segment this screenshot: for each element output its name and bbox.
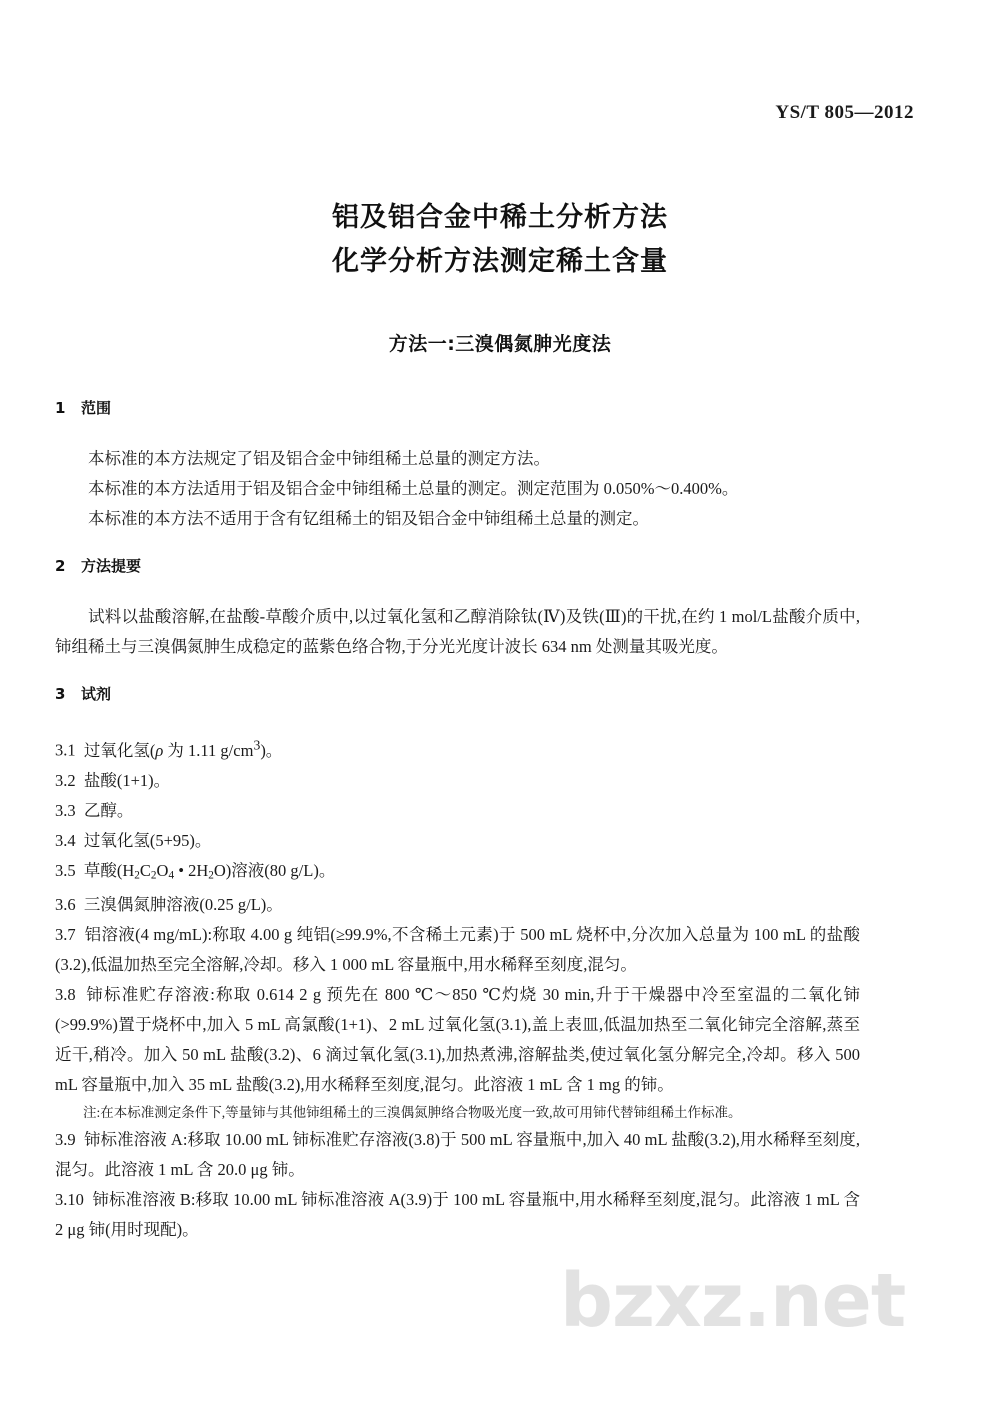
- reagent-number: 3.8: [55, 984, 76, 1004]
- document-subtitle: 方法一:三溴偶氮胂光度法: [388, 333, 612, 355]
- section-title-2: 方法提要: [81, 557, 142, 575]
- reagent-item: [55, 766, 860, 796]
- note-label: 注:: [83, 1104, 101, 1120]
- section-1-paragraph-3: 本标准的本方法不适用于含有钇组稀土的铝及铝合金中铈组稀土总量的测定。: [88, 509, 649, 528]
- reagent-text: 铝溶液(4 mg/mL):称取 4.00 g 纯铝(≥99.9%,不含稀土元素)于 500 mL 烧杯中,分次加入总量为 100 mL 的盐酸(3.2),低温加热至完全溶解,冷却。移入 1 000 mL 容量瓶中,用水稀释至刻度,混匀。: [55, 924, 861, 974]
- section-title-3: 试剂: [81, 685, 112, 703]
- section-1-paragraph-2: 本标准的本方法适用于铝及铝合金中铈组稀土总量的测定。测定范围为 0.050%～0.400%。: [88, 479, 739, 498]
- reagent-item: [55, 826, 860, 856]
- reagent-item: [55, 1185, 860, 1245]
- title-line-2: 化学分析方法测定稀土含量: [332, 246, 668, 277]
- reagent-note: [55, 1100, 860, 1125]
- standard-id-header: YS/T 805—2012: [775, 102, 914, 123]
- reagent-number: 3.10: [55, 1189, 84, 1209]
- reagent-item: [55, 920, 860, 980]
- section-number-3: 3: [55, 685, 66, 703]
- reagent-text: 盐酸(1+1)。: [83, 770, 171, 790]
- note-text: 在本标准测定条件下,等量铈与其他铈组稀土的三溴偶氮胂络合物吸光度一致,故可用铈代替铈组稀土作标准。: [100, 1104, 742, 1120]
- document-title: [0, 196, 1000, 284]
- reagent-item: [55, 796, 860, 826]
- section-heading-3: [55, 684, 860, 704]
- reagent-text: 铈标准溶液 B:移取 10.00 mL 铈标准溶液 A(3.9)于 100 mL 容量瓶中,用水稀释至刻度,混匀。此溶液 1 mL 含 2 μg 铈(用时现配)。: [55, 1189, 860, 1239]
- reagent-number: 3.5: [55, 860, 76, 880]
- watermark: bzxz.net: [560, 1258, 906, 1344]
- reagent-item: [55, 856, 860, 890]
- reagent-text: 乙醇。: [83, 800, 134, 820]
- reagent-text: 铈标准贮存溶液:称取 0.614 2 g 预先在 800 ℃～850 ℃灼烧 30 min,升于干燥器中冷至室温的二氧化铈(>99.9%)置于烧杯中,加入 5 mL 高氯酸(1+1)、2 mL 过氧化氢(3.1),盖上表皿,低温加热至二氧化铈完全溶解,蒸至近干,稍冷。加入 50 mL 盐酸(3.2)、6 滴过氧化氢(3.1),加热煮沸,溶解盐类,使过氧化氢分解完全,冷却。移入 500 mL 容量瓶中,加入 35 mL 盐酸(3.2),用水稀释至刻度,混匀。此溶液 1 mL 含 1 mg 的铈。: [55, 984, 861, 1094]
- title-line-1: 铝及铝合金中稀土分析方法: [332, 202, 668, 233]
- section-title-1: 范围: [81, 399, 112, 417]
- reagent-text: 过氧化氢(5+95)。: [83, 830, 212, 850]
- reagent-number: 3.7: [55, 924, 76, 944]
- section-2-paragraph-1: 试料以盐酸溶解,在盐酸-草酸介质中,以过氧化氢和乙醇消除钛(Ⅳ)及铁(Ⅲ)的干扰,在约 1 mol/L盐酸介质中,铈组稀土与三溴偶氮胂生成稳定的蓝紫色络合物,于分光光度计波长 634 nm 处测量其吸光度。: [55, 607, 860, 656]
- reagent-item: [55, 1125, 860, 1185]
- reagent-number: 3.1: [55, 740, 76, 760]
- reagent-item: [55, 730, 860, 766]
- section-number-2: 2: [55, 557, 66, 575]
- section-heading-2: [55, 556, 860, 576]
- reagent-text: 草酸($H_2C_2O_4$ • $2H_2O$)溶液(80 g/L)。: [83, 860, 336, 881]
- reagent-text: 过氧化氢(ρ 为 1.11 $g/cm^3$)。: [83, 737, 283, 760]
- reagent-item: [55, 980, 860, 1100]
- reagent-number: 3.4: [55, 830, 76, 850]
- reagent-number: 3.9: [55, 1129, 76, 1149]
- reagent-number: 3.3: [55, 800, 76, 820]
- reagent-text: 三溴偶氮胂溶液(0.25 g/L)。: [83, 894, 283, 914]
- section-number-1: 1: [55, 399, 66, 417]
- reagent-number: 3.2: [55, 770, 76, 790]
- section-1-paragraph-1: 本标准的本方法规定了铝及铝合金中铈组稀土总量的测定方法。: [88, 449, 550, 468]
- reagent-list: [55, 730, 860, 1245]
- reagent-number: 3.6: [55, 894, 76, 914]
- reagent-text: 铈标准溶液 A:移取 10.00 mL 铈标准贮存溶液(3.8)于 500 mL 容量瓶中,加入 40 mL 盐酸(3.2),用水稀释至刻度,混匀。此溶液 1 mL 含 20.0 μg 铈。: [55, 1129, 860, 1179]
- document-body: [55, 398, 860, 1245]
- reagent-item: [55, 890, 860, 920]
- section-heading-1: [55, 398, 860, 418]
